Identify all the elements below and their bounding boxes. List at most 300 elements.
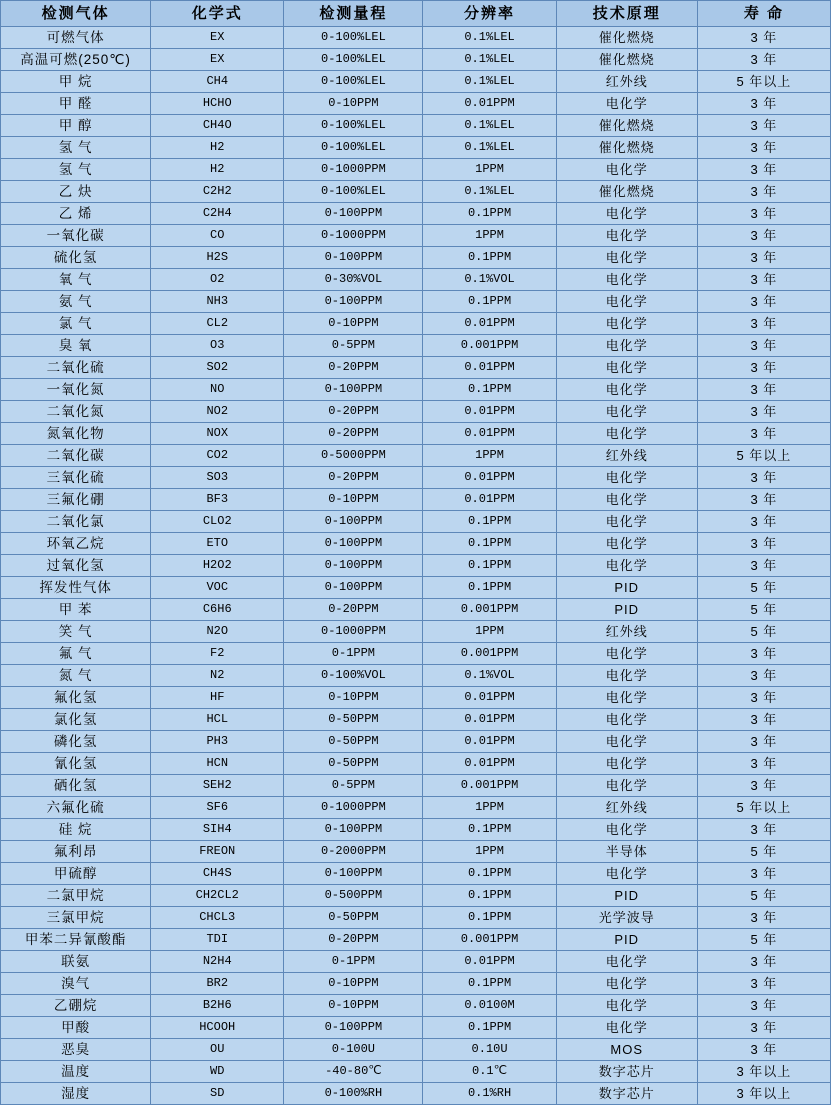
table-row bbox=[1, 511, 831, 533]
cell-technology: 红外线 bbox=[556, 71, 697, 93]
cell-gas-name: 一氧化碳 bbox=[1, 225, 151, 247]
table-row bbox=[1, 313, 831, 335]
cell-gas-name: 氯 气 bbox=[1, 313, 151, 335]
table-row bbox=[1, 1039, 831, 1061]
cell-resolution: 1PPM bbox=[423, 225, 556, 247]
cell-technology: 数字芯片 bbox=[556, 1061, 697, 1083]
cell-gas-name: 六氟化硫 bbox=[1, 797, 151, 819]
cell-resolution: 0.01PPM bbox=[423, 401, 556, 423]
cell-lifetime: 5 年 bbox=[697, 841, 830, 863]
cell-lifetime: 5 年以上 bbox=[697, 445, 830, 467]
cell-lifetime: 3 年 bbox=[697, 423, 830, 445]
cell-gas-name: 硅 烷 bbox=[1, 819, 151, 841]
cell-detection-range: 0-1PPM bbox=[284, 951, 423, 973]
cell-technology: 电化学 bbox=[556, 203, 697, 225]
cell-technology: 光学波导 bbox=[556, 907, 697, 929]
table-row bbox=[1, 1017, 831, 1039]
cell-resolution: 0.0100M bbox=[423, 995, 556, 1017]
cell-chemical-formula: O3 bbox=[151, 335, 284, 357]
cell-technology: 电化学 bbox=[556, 159, 697, 181]
cell-lifetime: 3 年 bbox=[697, 687, 830, 709]
cell-gas-name: 恶臭 bbox=[1, 1039, 151, 1061]
table-row bbox=[1, 379, 831, 401]
cell-chemical-formula: SO2 bbox=[151, 357, 284, 379]
cell-detection-range: 0-100PPM bbox=[284, 1017, 423, 1039]
cell-resolution: 1PPM bbox=[423, 621, 556, 643]
cell-detection-range: 0-20PPM bbox=[284, 423, 423, 445]
cell-lifetime: 5 年以上 bbox=[697, 797, 830, 819]
table-row bbox=[1, 621, 831, 643]
cell-chemical-formula: CH2CL2 bbox=[151, 885, 284, 907]
table-row bbox=[1, 709, 831, 731]
cell-detection-range: 0-50PPM bbox=[284, 753, 423, 775]
cell-technology: 电化学 bbox=[556, 269, 697, 291]
cell-technology: 电化学 bbox=[556, 379, 697, 401]
cell-gas-name: 氟利昂 bbox=[1, 841, 151, 863]
cell-detection-range: 0-20PPM bbox=[284, 599, 423, 621]
cell-gas-name: 溴气 bbox=[1, 973, 151, 995]
cell-resolution: 0.1PPM bbox=[423, 379, 556, 401]
cell-chemical-formula: HCL bbox=[151, 709, 284, 731]
cell-chemical-formula: C2H4 bbox=[151, 203, 284, 225]
table-row bbox=[1, 467, 831, 489]
cell-resolution: 0.1PPM bbox=[423, 555, 556, 577]
cell-lifetime: 3 年 bbox=[697, 863, 830, 885]
table-row bbox=[1, 137, 831, 159]
cell-technology: 催化燃烧 bbox=[556, 115, 697, 137]
cell-detection-range: 0-10PPM bbox=[284, 973, 423, 995]
table-row bbox=[1, 753, 831, 775]
cell-lifetime: 3 年 bbox=[697, 93, 830, 115]
cell-detection-range: 0-10PPM bbox=[284, 489, 423, 511]
cell-detection-range: 0-100PPM bbox=[284, 511, 423, 533]
cell-lifetime: 3 年 bbox=[697, 379, 830, 401]
cell-detection-range: 0-100%LEL bbox=[284, 137, 423, 159]
cell-lifetime: 5 年 bbox=[697, 621, 830, 643]
cell-detection-range: 0-100PPM bbox=[284, 379, 423, 401]
cell-resolution: 0.1PPM bbox=[423, 1017, 556, 1039]
cell-technology: MOS bbox=[556, 1039, 697, 1061]
cell-gas-name: 甲硫醇 bbox=[1, 863, 151, 885]
cell-detection-range: 0-100PPM bbox=[284, 291, 423, 313]
cell-detection-range: 0-10PPM bbox=[284, 687, 423, 709]
cell-gas-name: 氢 气 bbox=[1, 137, 151, 159]
cell-detection-range: 0-1000PPM bbox=[284, 621, 423, 643]
cell-technology: 电化学 bbox=[556, 863, 697, 885]
cell-detection-range: 0-100%RH bbox=[284, 1083, 423, 1105]
cell-gas-name: 挥发性气体 bbox=[1, 577, 151, 599]
cell-resolution: 0.1%LEL bbox=[423, 181, 556, 203]
cell-chemical-formula: CLO2 bbox=[151, 511, 284, 533]
cell-technology: 电化学 bbox=[556, 951, 697, 973]
cell-technology: 电化学 bbox=[556, 665, 697, 687]
cell-detection-range: 0-30%VOL bbox=[284, 269, 423, 291]
cell-gas-name: 乙 烯 bbox=[1, 203, 151, 225]
cell-chemical-formula: SD bbox=[151, 1083, 284, 1105]
cell-gas-name: 过氧化氢 bbox=[1, 555, 151, 577]
cell-resolution: 0.1%LEL bbox=[423, 137, 556, 159]
cell-detection-range: 0-100PPM bbox=[284, 555, 423, 577]
cell-resolution: 0.1%LEL bbox=[423, 115, 556, 137]
cell-detection-range: 0-10PPM bbox=[284, 313, 423, 335]
cell-chemical-formula: HCOOH bbox=[151, 1017, 284, 1039]
cell-lifetime: 3 年 bbox=[697, 753, 830, 775]
cell-detection-range: 0-5PPM bbox=[284, 335, 423, 357]
cell-chemical-formula: CH4S bbox=[151, 863, 284, 885]
cell-gas-name: 乙硼烷 bbox=[1, 995, 151, 1017]
cell-chemical-formula: H2S bbox=[151, 247, 284, 269]
cell-lifetime: 3 年 bbox=[697, 1017, 830, 1039]
table-row bbox=[1, 159, 831, 181]
cell-technology: 电化学 bbox=[556, 555, 697, 577]
cell-gas-name: 三氧化硫 bbox=[1, 467, 151, 489]
cell-lifetime: 3 年 bbox=[697, 225, 830, 247]
cell-lifetime: 3 年 bbox=[697, 1039, 830, 1061]
cell-gas-name: 乙 炔 bbox=[1, 181, 151, 203]
cell-resolution: 0.01PPM bbox=[423, 753, 556, 775]
table-row bbox=[1, 533, 831, 555]
cell-resolution: 0.001PPM bbox=[423, 775, 556, 797]
table-row bbox=[1, 225, 831, 247]
table-row bbox=[1, 27, 831, 49]
table-row bbox=[1, 995, 831, 1017]
cell-resolution: 0.001PPM bbox=[423, 929, 556, 951]
cell-detection-range: 0-100%LEL bbox=[284, 181, 423, 203]
cell-lifetime: 3 年 bbox=[697, 489, 830, 511]
cell-detection-range: 0-5PPM bbox=[284, 775, 423, 797]
cell-technology: 红外线 bbox=[556, 445, 697, 467]
cell-lifetime: 3 年 bbox=[697, 533, 830, 555]
cell-technology: 红外线 bbox=[556, 621, 697, 643]
cell-resolution: 1PPM bbox=[423, 841, 556, 863]
cell-detection-range: 0-2000PPM bbox=[284, 841, 423, 863]
cell-gas-name: 氟化氢 bbox=[1, 687, 151, 709]
cell-gas-name: 高温可燃(250℃) bbox=[1, 49, 151, 71]
cell-detection-range: 0-100PPM bbox=[284, 247, 423, 269]
cell-chemical-formula: NH3 bbox=[151, 291, 284, 313]
cell-detection-range: 0-10PPM bbox=[284, 93, 423, 115]
cell-gas-name: 甲 醇 bbox=[1, 115, 151, 137]
cell-detection-range: 0-20PPM bbox=[284, 929, 423, 951]
cell-gas-name: 甲 烷 bbox=[1, 71, 151, 93]
table-row bbox=[1, 401, 831, 423]
cell-gas-name: 一氧化氮 bbox=[1, 379, 151, 401]
cell-chemical-formula: CL2 bbox=[151, 313, 284, 335]
cell-chemical-formula: CH4 bbox=[151, 71, 284, 93]
cell-resolution: 0.1%LEL bbox=[423, 71, 556, 93]
table-row bbox=[1, 489, 831, 511]
cell-gas-name: 硒化氢 bbox=[1, 775, 151, 797]
cell-gas-name: 湿度 bbox=[1, 1083, 151, 1105]
cell-technology: 电化学 bbox=[556, 709, 697, 731]
cell-technology: 电化学 bbox=[556, 731, 697, 753]
cell-lifetime: 3 年以上 bbox=[697, 1061, 830, 1083]
cell-technology: 电化学 bbox=[556, 995, 697, 1017]
cell-gas-name: 二氧化氯 bbox=[1, 511, 151, 533]
cell-chemical-formula: N2H4 bbox=[151, 951, 284, 973]
cell-gas-name: 氯化氢 bbox=[1, 709, 151, 731]
cell-chemical-formula: CO2 bbox=[151, 445, 284, 467]
cell-chemical-formula: F2 bbox=[151, 643, 284, 665]
cell-lifetime: 3 年 bbox=[697, 951, 830, 973]
cell-chemical-formula: PH3 bbox=[151, 731, 284, 753]
cell-resolution: 0.01PPM bbox=[423, 467, 556, 489]
cell-chemical-formula: HCN bbox=[151, 753, 284, 775]
cell-lifetime: 3 年 bbox=[697, 181, 830, 203]
cell-detection-range: 0-50PPM bbox=[284, 907, 423, 929]
table-row bbox=[1, 357, 831, 379]
cell-lifetime: 3 年 bbox=[697, 269, 830, 291]
cell-detection-range: 0-10PPM bbox=[284, 995, 423, 1017]
table-row bbox=[1, 93, 831, 115]
cell-chemical-formula: C6H6 bbox=[151, 599, 284, 621]
cell-chemical-formula: SF6 bbox=[151, 797, 284, 819]
table-row bbox=[1, 1083, 831, 1105]
cell-resolution: 0.1PPM bbox=[423, 247, 556, 269]
cell-technology: 电化学 bbox=[556, 335, 697, 357]
cell-gas-name: 三氟化硼 bbox=[1, 489, 151, 511]
table-row bbox=[1, 907, 831, 929]
cell-gas-name: 氮氧化物 bbox=[1, 423, 151, 445]
cell-lifetime: 3 年 bbox=[697, 313, 830, 335]
cell-technology: 电化学 bbox=[556, 1017, 697, 1039]
cell-detection-range: 0-50PPM bbox=[284, 709, 423, 731]
cell-resolution: 0.001PPM bbox=[423, 643, 556, 665]
cell-resolution: 0.001PPM bbox=[423, 335, 556, 357]
cell-technology: 电化学 bbox=[556, 247, 697, 269]
cell-resolution: 0.1%LEL bbox=[423, 27, 556, 49]
cell-chemical-formula: SEH2 bbox=[151, 775, 284, 797]
cell-chemical-formula: CH4O bbox=[151, 115, 284, 137]
cell-chemical-formula: HCHO bbox=[151, 93, 284, 115]
cell-gas-name: 二氧化氮 bbox=[1, 401, 151, 423]
cell-technology: PID bbox=[556, 929, 697, 951]
cell-gas-name: 氮 气 bbox=[1, 665, 151, 687]
cell-lifetime: 5 年 bbox=[697, 929, 830, 951]
cell-lifetime: 3 年 bbox=[697, 159, 830, 181]
cell-chemical-formula: EX bbox=[151, 49, 284, 71]
cell-technology: 电化学 bbox=[556, 357, 697, 379]
cell-gas-name: 硫化氢 bbox=[1, 247, 151, 269]
cell-chemical-formula: SIH4 bbox=[151, 819, 284, 841]
cell-lifetime: 5 年 bbox=[697, 885, 830, 907]
table-row bbox=[1, 951, 831, 973]
cell-resolution: 0.1PPM bbox=[423, 511, 556, 533]
table-row bbox=[1, 445, 831, 467]
cell-chemical-formula: NOX bbox=[151, 423, 284, 445]
cell-technology: 电化学 bbox=[556, 225, 697, 247]
cell-gas-name: 臭 氧 bbox=[1, 335, 151, 357]
cell-resolution: 0.1PPM bbox=[423, 291, 556, 313]
cell-lifetime: 3 年 bbox=[697, 973, 830, 995]
cell-lifetime: 3 年 bbox=[697, 731, 830, 753]
cell-lifetime: 3 年 bbox=[697, 775, 830, 797]
cell-gas-name: 二氯甲烷 bbox=[1, 885, 151, 907]
cell-chemical-formula: WD bbox=[151, 1061, 284, 1083]
cell-resolution: 1PPM bbox=[423, 797, 556, 819]
table-row bbox=[1, 863, 831, 885]
cell-chemical-formula: TDI bbox=[151, 929, 284, 951]
cell-detection-range: 0-100%LEL bbox=[284, 71, 423, 93]
table-row bbox=[1, 247, 831, 269]
cell-detection-range: 0-5000PPM bbox=[284, 445, 423, 467]
cell-lifetime: 3 年 bbox=[697, 995, 830, 1017]
cell-technology: 电化学 bbox=[556, 643, 697, 665]
cell-resolution: 0.1%LEL bbox=[423, 49, 556, 71]
cell-lifetime: 3 年 bbox=[697, 401, 830, 423]
cell-technology: 电化学 bbox=[556, 533, 697, 555]
cell-lifetime: 3 年 bbox=[697, 27, 830, 49]
cell-detection-range: 0-100PPM bbox=[284, 577, 423, 599]
header-gas-name: 检测气体 bbox=[1, 1, 151, 27]
table-row bbox=[1, 71, 831, 93]
cell-chemical-formula: NO bbox=[151, 379, 284, 401]
table-row bbox=[1, 203, 831, 225]
table-row bbox=[1, 929, 831, 951]
cell-technology: 电化学 bbox=[556, 313, 697, 335]
cell-lifetime: 3 年 bbox=[697, 335, 830, 357]
cell-technology: 电化学 bbox=[556, 511, 697, 533]
cell-lifetime: 3 年 bbox=[697, 907, 830, 929]
table-row bbox=[1, 423, 831, 445]
cell-technology: 电化学 bbox=[556, 423, 697, 445]
cell-chemical-formula: H2O2 bbox=[151, 555, 284, 577]
cell-technology: 电化学 bbox=[556, 775, 697, 797]
cell-detection-range: 0-100%VOL bbox=[284, 665, 423, 687]
table-row bbox=[1, 269, 831, 291]
header-row bbox=[1, 1, 831, 27]
cell-gas-name: 三氯甲烷 bbox=[1, 907, 151, 929]
cell-chemical-formula: O2 bbox=[151, 269, 284, 291]
cell-detection-range: 0-50PPM bbox=[284, 731, 423, 753]
cell-resolution: 0.10U bbox=[423, 1039, 556, 1061]
cell-lifetime: 3 年 bbox=[697, 555, 830, 577]
cell-gas-name: 甲 醛 bbox=[1, 93, 151, 115]
table-row bbox=[1, 973, 831, 995]
table-row bbox=[1, 885, 831, 907]
cell-technology: 电化学 bbox=[556, 489, 697, 511]
table-row bbox=[1, 731, 831, 753]
cell-resolution: 0.01PPM bbox=[423, 709, 556, 731]
cell-technology: 催化燃烧 bbox=[556, 137, 697, 159]
cell-detection-range: 0-100PPM bbox=[284, 819, 423, 841]
header-detection-range: 检测量程 bbox=[284, 1, 423, 27]
cell-detection-range: 0-20PPM bbox=[284, 401, 423, 423]
cell-technology: 催化燃烧 bbox=[556, 181, 697, 203]
cell-chemical-formula: SO3 bbox=[151, 467, 284, 489]
cell-detection-range: 0-1000PPM bbox=[284, 797, 423, 819]
table-row bbox=[1, 291, 831, 313]
cell-technology: 电化学 bbox=[556, 467, 697, 489]
cell-chemical-formula: FREON bbox=[151, 841, 284, 863]
table-row bbox=[1, 115, 831, 137]
cell-detection-range: 0-100%LEL bbox=[284, 49, 423, 71]
cell-lifetime: 3 年 bbox=[697, 709, 830, 731]
table-body bbox=[1, 27, 831, 1105]
header-technology: 技术原理 bbox=[556, 1, 697, 27]
cell-resolution: 0.1PPM bbox=[423, 907, 556, 929]
cell-resolution: 1PPM bbox=[423, 159, 556, 181]
cell-chemical-formula: H2 bbox=[151, 137, 284, 159]
cell-lifetime: 3 年 bbox=[697, 511, 830, 533]
cell-detection-range: 0-100PPM bbox=[284, 863, 423, 885]
cell-chemical-formula: C2H2 bbox=[151, 181, 284, 203]
cell-resolution: 0.01PPM bbox=[423, 687, 556, 709]
cell-gas-name: 笑 气 bbox=[1, 621, 151, 643]
cell-detection-range: -40-80℃ bbox=[284, 1061, 423, 1083]
table-row bbox=[1, 665, 831, 687]
cell-gas-name: 氟 气 bbox=[1, 643, 151, 665]
cell-detection-range: 0-100%LEL bbox=[284, 115, 423, 137]
cell-gas-name: 氰化氢 bbox=[1, 753, 151, 775]
cell-detection-range: 0-100PPM bbox=[284, 533, 423, 555]
cell-gas-name: 温度 bbox=[1, 1061, 151, 1083]
cell-lifetime: 3 年 bbox=[697, 49, 830, 71]
header-chemical-formula: 化学式 bbox=[151, 1, 284, 27]
cell-detection-range: 0-20PPM bbox=[284, 467, 423, 489]
cell-technology: 催化燃烧 bbox=[556, 27, 697, 49]
cell-lifetime: 3 年 bbox=[697, 467, 830, 489]
cell-lifetime: 3 年 bbox=[697, 665, 830, 687]
cell-chemical-formula: N2 bbox=[151, 665, 284, 687]
table-header bbox=[1, 1, 831, 27]
cell-gas-name: 二氧化碳 bbox=[1, 445, 151, 467]
cell-technology: PID bbox=[556, 577, 697, 599]
cell-lifetime: 3 年 bbox=[697, 247, 830, 269]
cell-detection-range: 0-20PPM bbox=[284, 357, 423, 379]
cell-resolution: 0.1℃ bbox=[423, 1061, 556, 1083]
cell-technology: 电化学 bbox=[556, 93, 697, 115]
cell-resolution: 0.01PPM bbox=[423, 93, 556, 115]
table-row bbox=[1, 49, 831, 71]
cell-chemical-formula: CHCL3 bbox=[151, 907, 284, 929]
table-row bbox=[1, 687, 831, 709]
cell-technology: PID bbox=[556, 599, 697, 621]
cell-lifetime: 5 年 bbox=[697, 577, 830, 599]
cell-chemical-formula: EX bbox=[151, 27, 284, 49]
table-row bbox=[1, 335, 831, 357]
cell-resolution: 0.1%VOL bbox=[423, 269, 556, 291]
header-resolution: 分辨率 bbox=[423, 1, 556, 27]
cell-technology: 电化学 bbox=[556, 753, 697, 775]
cell-resolution: 0.1PPM bbox=[423, 885, 556, 907]
cell-gas-name: 磷化氢 bbox=[1, 731, 151, 753]
cell-lifetime: 5 年 bbox=[697, 599, 830, 621]
cell-resolution: 0.1PPM bbox=[423, 819, 556, 841]
cell-detection-range: 0-100PPM bbox=[284, 203, 423, 225]
cell-gas-name: 氧 气 bbox=[1, 269, 151, 291]
cell-resolution: 0.1%VOL bbox=[423, 665, 556, 687]
cell-resolution: 0.1PPM bbox=[423, 577, 556, 599]
cell-lifetime: 3 年 bbox=[697, 819, 830, 841]
cell-gas-name: 联氨 bbox=[1, 951, 151, 973]
cell-detection-range: 0-1000PPM bbox=[284, 225, 423, 247]
cell-resolution: 0.01PPM bbox=[423, 951, 556, 973]
cell-gas-name: 氨 气 bbox=[1, 291, 151, 313]
cell-technology: 电化学 bbox=[556, 687, 697, 709]
cell-resolution: 0.1PPM bbox=[423, 203, 556, 225]
cell-gas-name: 甲酸 bbox=[1, 1017, 151, 1039]
cell-technology: 催化燃烧 bbox=[556, 49, 697, 71]
cell-detection-range: 0-100U bbox=[284, 1039, 423, 1061]
cell-chemical-formula: BF3 bbox=[151, 489, 284, 511]
cell-resolution: 1PPM bbox=[423, 445, 556, 467]
cell-technology: 电化学 bbox=[556, 401, 697, 423]
cell-resolution: 0.1PPM bbox=[423, 863, 556, 885]
table-row bbox=[1, 797, 831, 819]
cell-technology: 半导体 bbox=[556, 841, 697, 863]
cell-chemical-formula: VOC bbox=[151, 577, 284, 599]
